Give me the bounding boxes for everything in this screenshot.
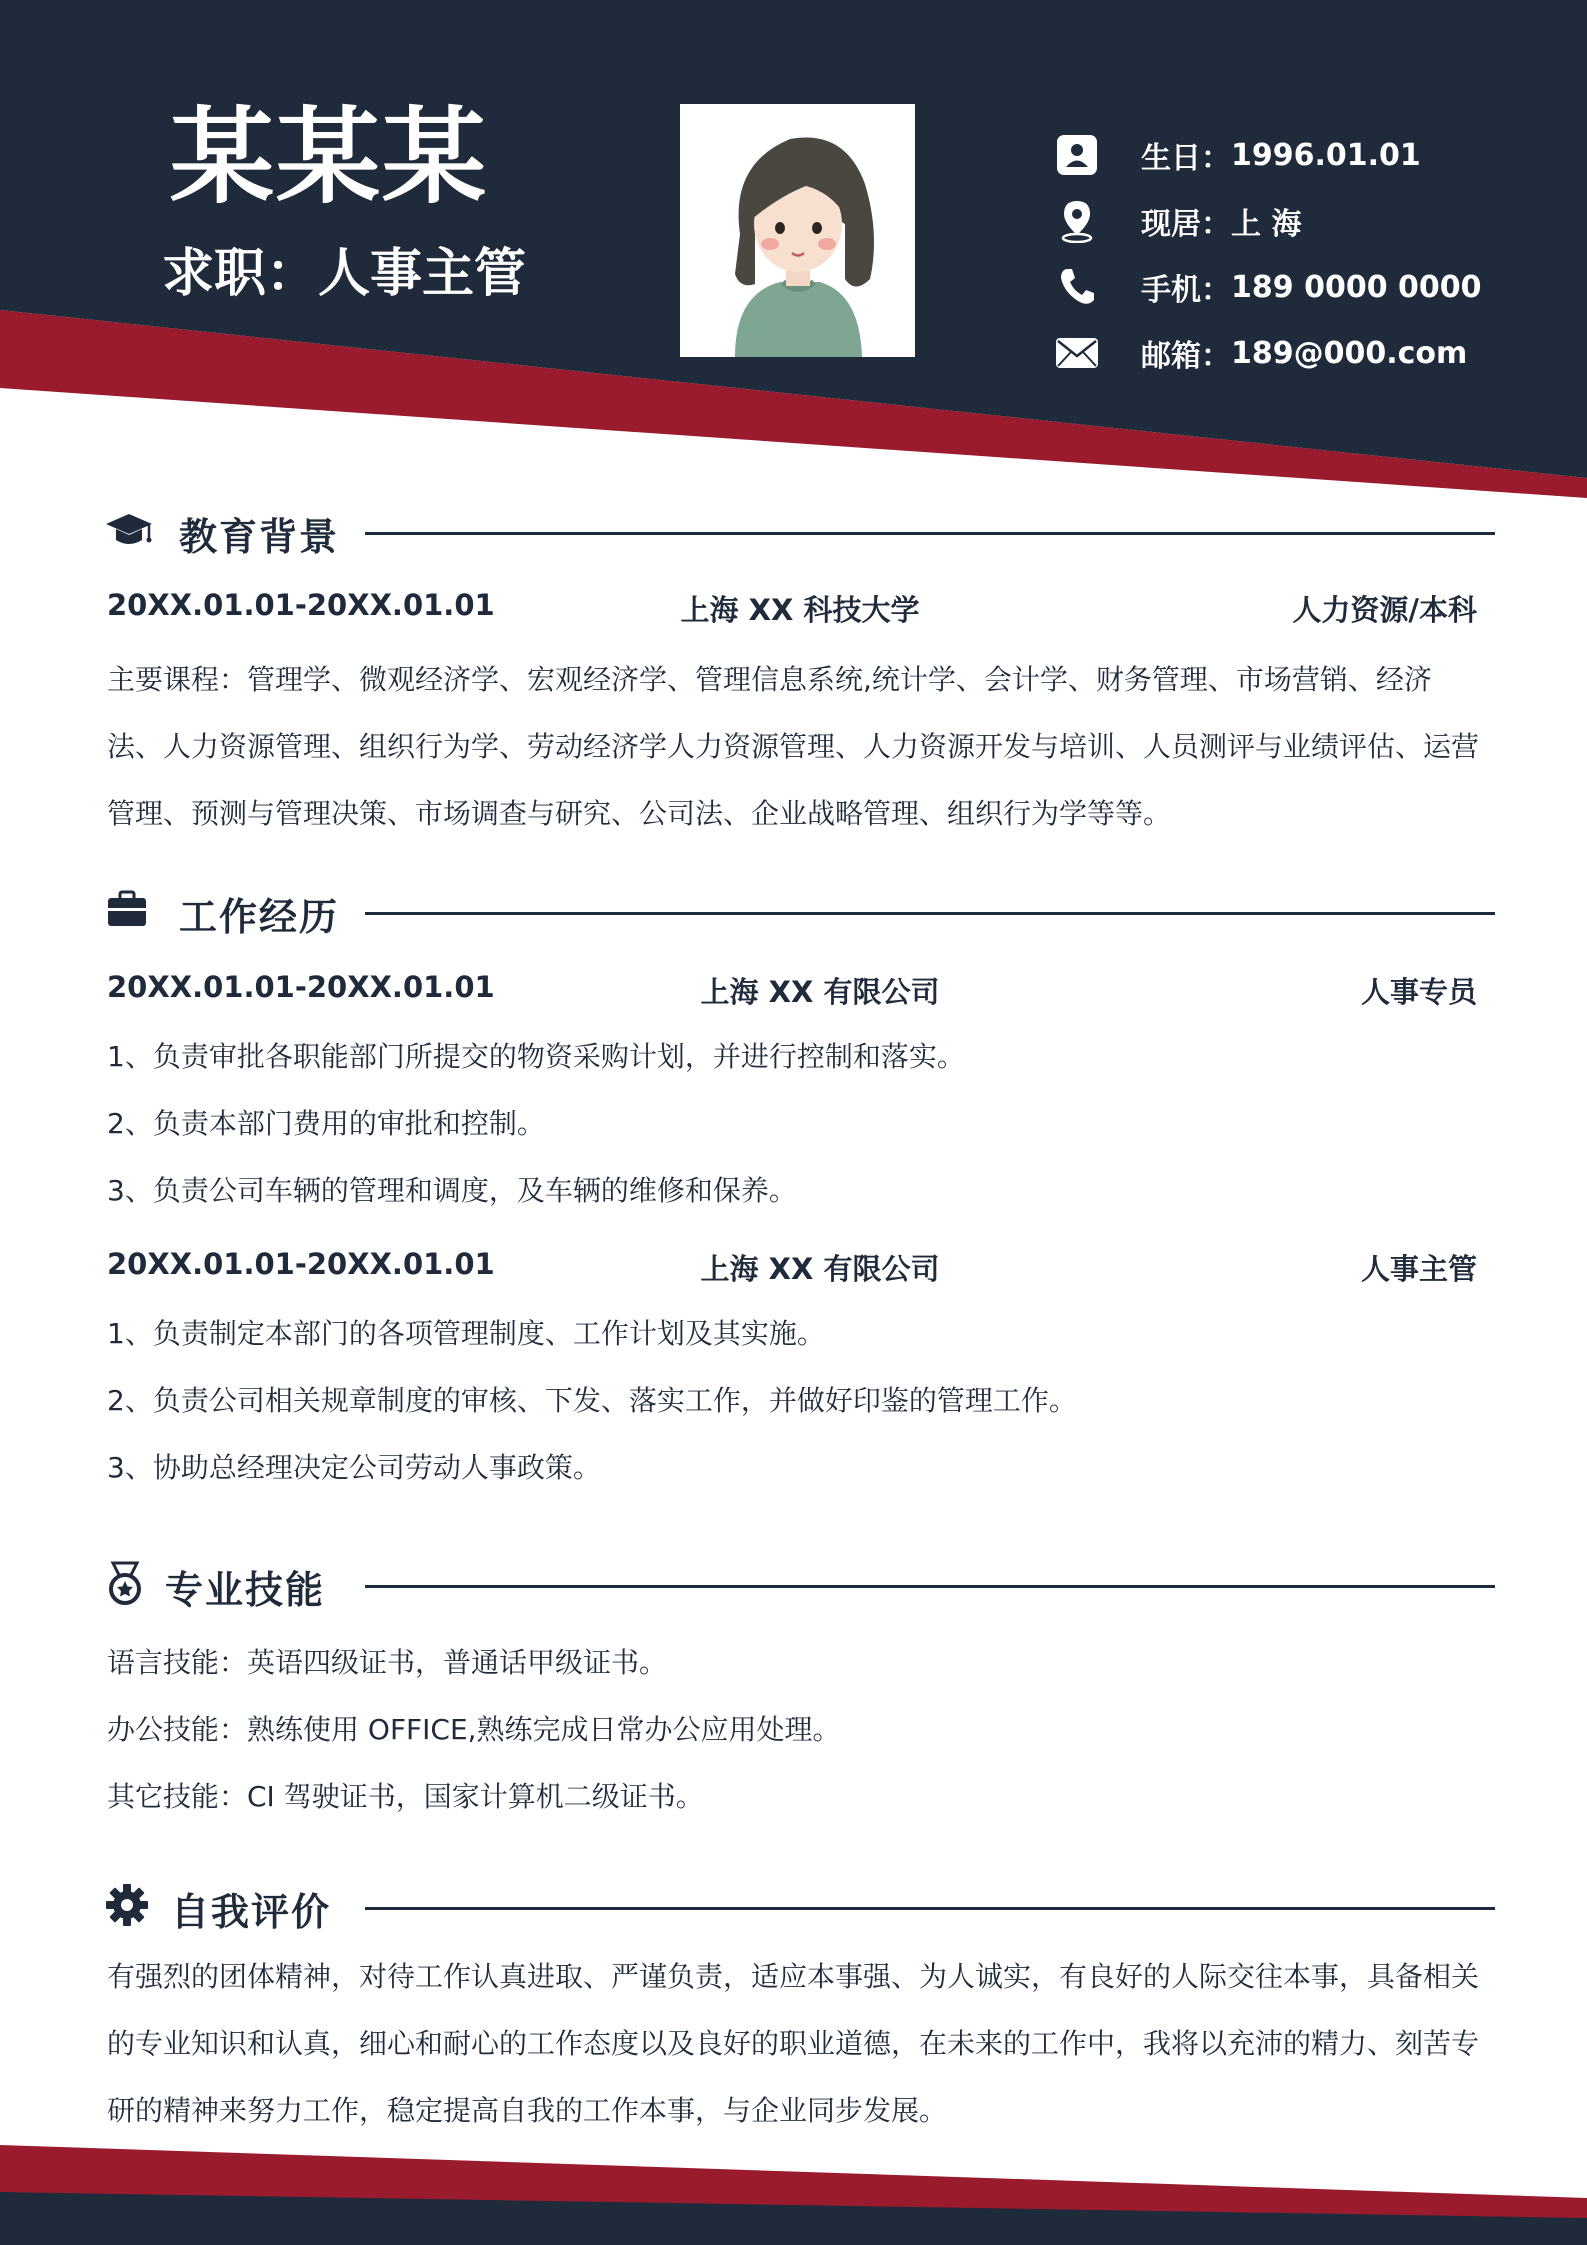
work-section (105, 880, 1495, 1501)
section-title: 工作经历 (179, 895, 340, 939)
medal-icon (105, 1561, 151, 1607)
section-divider (365, 1907, 1495, 1910)
job-duties (105, 1300, 1495, 1501)
profile-photo (680, 104, 915, 357)
self-evaluation-text: 有强烈的团体精神，对待工作认真进取、严谨负责，适应本事强、为人诚实，有良好的人际交往本事，具备相关的专业知识和认真，细心和耐心的工作态度以及良好的职业道德，在未来的工作中，我将以充沛的精力、刻苦专研的精神来努力工作，稳定提高自我的工作本事，与企业同步发展。 (107, 1960, 1480, 2127)
duty-item: 3、负责公司车辆的管理和调度，及车辆的维修和保养。 (107, 1174, 797, 1207)
job-entry-header (105, 1247, 1495, 1287)
phone-icon (1055, 265, 1099, 309)
info-location (1055, 188, 1482, 254)
section-title: 自我评价 (171, 1890, 332, 1934)
education-date: 20XX.01.01-20XX.01.01 (107, 588, 495, 622)
gear-icon (105, 1883, 151, 1929)
info-phone (1055, 254, 1482, 320)
birthday-label: 生日： (1141, 141, 1231, 176)
section-divider (365, 532, 1495, 535)
duty-item: 2、负责公司相关规章制度的审核、下发、落实工作，并做好印鉴的管理工作。 (107, 1384, 1077, 1417)
job-entry-header (105, 970, 1495, 1010)
self-evaluation-section (105, 1875, 1495, 2144)
avatar-illustration-icon (680, 104, 915, 357)
job-duties (105, 1023, 1495, 1224)
envelope-icon (1055, 331, 1099, 375)
info-email (1055, 320, 1482, 386)
job-date: 20XX.01.01-20XX.01.01 (107, 970, 495, 1004)
skills-list (105, 1629, 1495, 1830)
candidate-name: 某某某 (170, 96, 489, 218)
duty-item: 2、负责本部门费用的审批和控制。 (107, 1107, 545, 1140)
location-label: 现居： (1141, 207, 1231, 242)
education-major: 人力资源/本科 (1292, 593, 1477, 627)
section-divider (365, 912, 1495, 915)
skill-item: 语言技能：英语四级证书，普通话甲级证书。 (107, 1646, 668, 1679)
self-evaluation-header (105, 1875, 1495, 1935)
work-header (105, 880, 1495, 940)
section-divider (365, 1585, 1495, 1588)
education-header (105, 500, 1495, 560)
id-card-icon (1055, 133, 1099, 177)
skill-item: 其它技能：CI 驾驶证书，国家计算机二级证书。 (107, 1780, 704, 1813)
section-title: 教育背景 (179, 515, 340, 559)
phone-value: 189 0000 0000 (1231, 269, 1482, 305)
education-entry-header (105, 588, 1495, 628)
info-birthday (1055, 122, 1482, 188)
skill-item: 办公技能：熟练使用 OFFICE,熟练完成日常办公应用处理。 (107, 1713, 841, 1746)
job-date: 20XX.01.01-20XX.01.01 (107, 1247, 495, 1281)
duty-item: 3、协助总经理决定公司劳动人事政策。 (107, 1451, 601, 1484)
job-company: 上海 XX 有限公司 (700, 1252, 940, 1286)
duty-item: 1、负责审批各职能部门所提交的物资采购计划，并进行控制和落实。 (107, 1040, 965, 1073)
contact-info (1055, 122, 1482, 386)
education-section (105, 500, 1495, 847)
section-title: 专业技能 (165, 1568, 326, 1612)
skills-header (105, 1553, 1495, 1613)
job-role: 人事主管 (1360, 1252, 1477, 1286)
location-value: 上 海 (1231, 207, 1302, 242)
duty-item: 1、负责制定本部门的各项管理制度、工作计划及其实施。 (107, 1317, 825, 1350)
email-value: 189@000.com (1231, 335, 1468, 371)
graduation-cap-icon (105, 508, 151, 554)
education-courses: 主要课程：管理学、微观经济学、宏观经济学、管理信息系统,统计学、会计学、财务管理、市场营销、经济法、人力资源管理、组织行为学、劳动经济学人力资源管理、人力资源开发与培训、人员测评与业绩评估、运营管理、预测与管理决策、市场调查与研究、公司法、企业战略管理、组织行为学等等。 (107, 663, 1480, 830)
job-objective: 求职：人事主管 (162, 244, 527, 304)
location-pin-icon (1055, 199, 1099, 243)
job-company: 上海 XX 有限公司 (700, 975, 940, 1009)
briefcase-icon (105, 888, 151, 934)
birthday-value: 1996.01.01 (1231, 137, 1421, 173)
skills-section (105, 1553, 1495, 1830)
job-role: 人事专员 (1360, 975, 1477, 1009)
phone-label: 手机： (1141, 273, 1231, 308)
education-school: 上海 XX 科技大学 (680, 593, 920, 627)
email-label: 邮箱： (1141, 339, 1231, 374)
